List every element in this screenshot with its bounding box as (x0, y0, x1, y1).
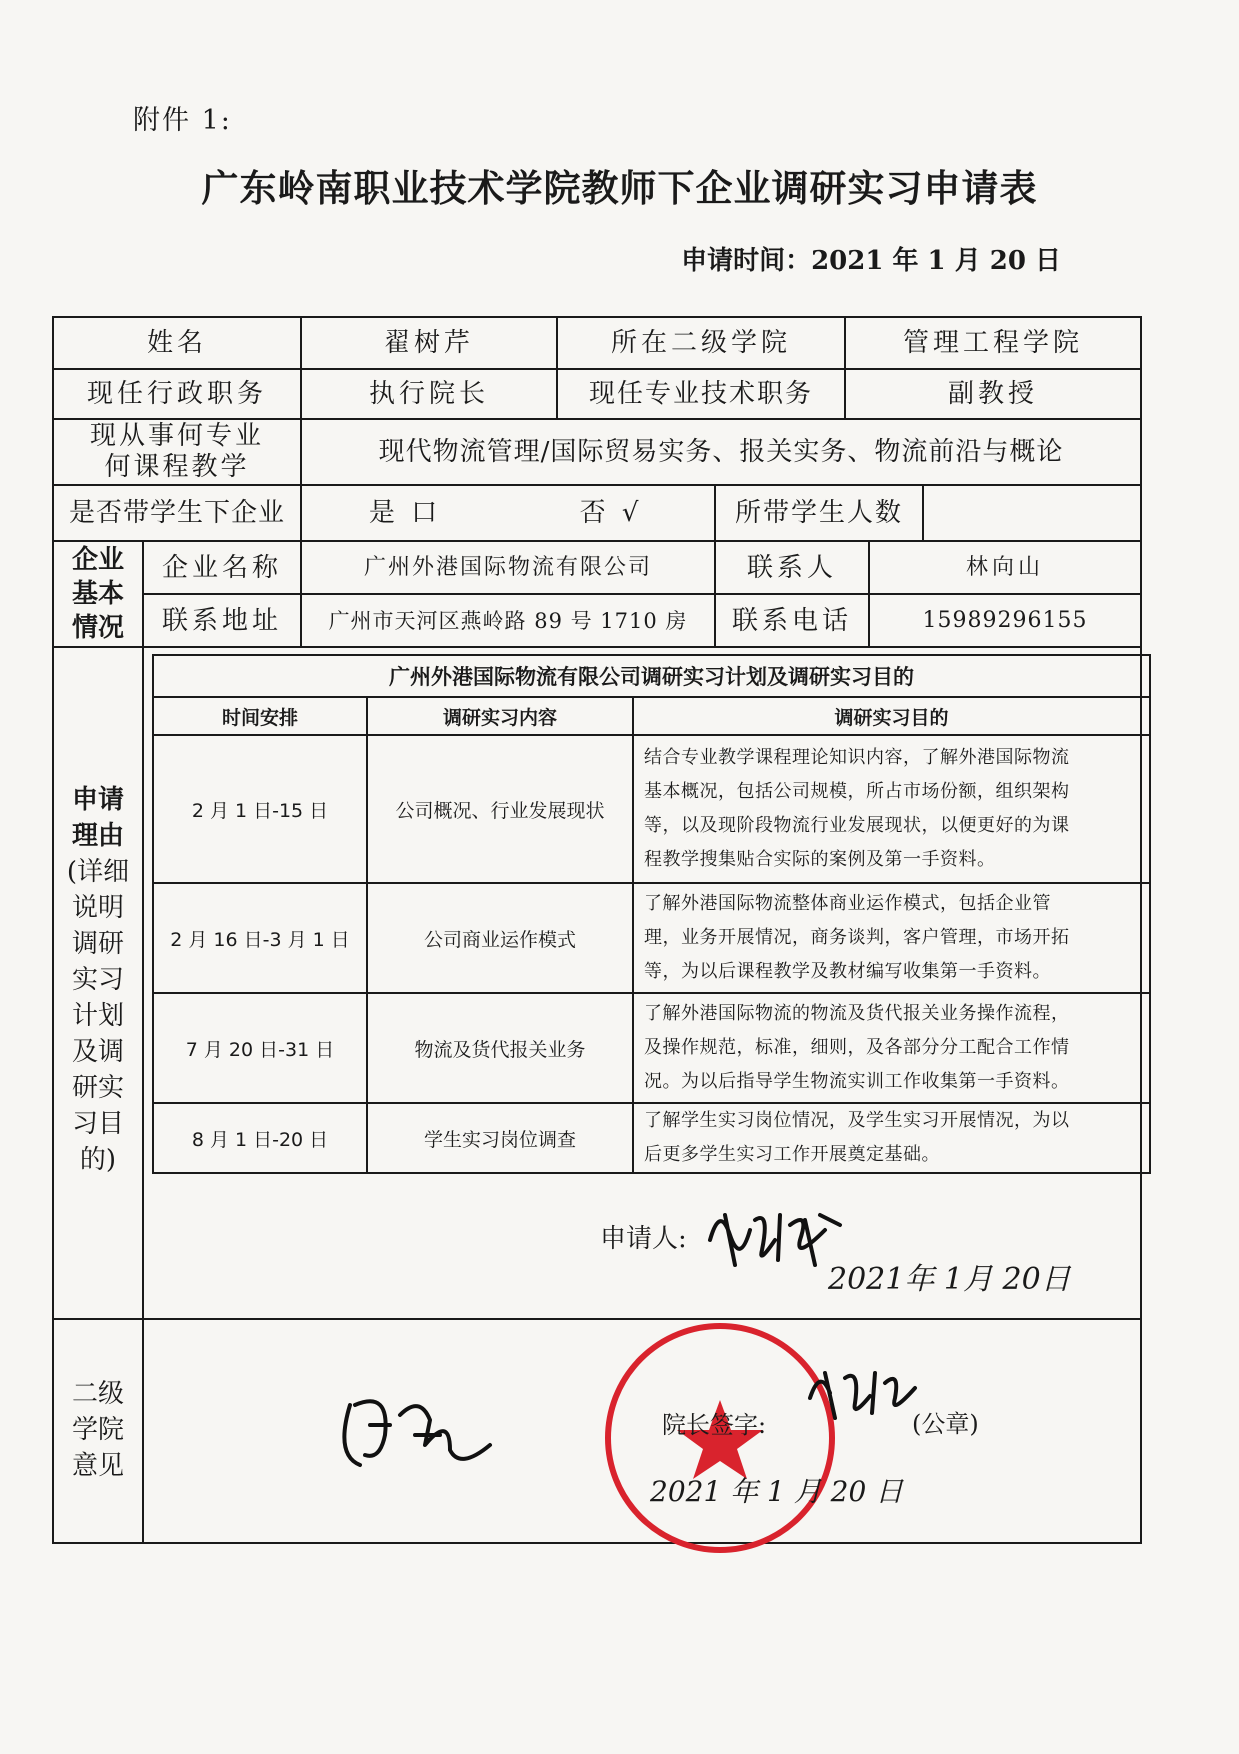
table-row-purpose (634, 1104, 1149, 1172)
reason-label-line: 研实 (71, 1073, 124, 1103)
college-opinion-label-line: 二级 (71, 1379, 124, 1409)
reason-label-line: 说明 (71, 893, 124, 923)
purpose-line: 况。为以后指导学生物流实训工作收集第一手资料。 (644, 1071, 1070, 1092)
purpose-line: 及操作规范，标准，细则，及各部分分工配合工作情 (644, 1037, 1070, 1058)
dean-sign-label: 院长签字: (662, 1411, 767, 1439)
company-section-label-line: 企业 (71, 545, 124, 575)
tech-post-value: 副教授 (947, 379, 1038, 409)
reason-label-line: 计划 (71, 1001, 124, 1031)
dean-signature (800, 1358, 920, 1428)
purpose-line: 程教学搜集贴合实际的案例及第一手资料。 (644, 849, 996, 870)
teaching-label (54, 420, 300, 484)
admin-post-value: 执行院长 (368, 379, 489, 409)
contact-label: 联系人 (746, 552, 837, 583)
purpose-line: 等，为以后课程教学及教材编写收集第一手资料。 (644, 961, 1051, 982)
table-row-time: 2 月 1 日-15 日 (191, 799, 329, 822)
purpose-line: 了解学生实习岗位情况，及学生实习开展情况，为以 (644, 1110, 1070, 1131)
with-students-label: 是否带学生下企业 (68, 498, 285, 528)
college-opinion-label-line: 学院 (71, 1415, 124, 1445)
teaching-label-line-1: 现从事何专业 (89, 421, 264, 451)
table-row-time: 7 月 20 日-31 日 (185, 1038, 335, 1061)
table-row-time: 2 月 16 日-3 月 1 日 (170, 928, 350, 951)
table-row-purpose (634, 884, 1149, 992)
plan-header-content: 调研实习内容 (442, 706, 557, 729)
phone-value: 15989296155 (922, 607, 1088, 633)
plan-title: 广州外港国际物流有限公司调研实习计划及调研实习目的 (389, 665, 914, 689)
name-label: 姓名 (146, 328, 207, 358)
company-name-value: 广州外港国际物流有限公司 (363, 554, 652, 580)
yes-option: 是 口 (368, 498, 442, 528)
reason-label-line: 习目 (71, 1109, 124, 1139)
purpose-line: 基本概况，包括公司规模，所占市场份额，组织架构 (644, 781, 1070, 802)
purpose-line: 等，以及现阶段物流行业发展现状，以便更好的为课 (644, 815, 1070, 836)
college-label: 所在二级学院 (610, 328, 791, 358)
seal-label: (公章) (912, 1410, 979, 1438)
application-date: 申请时间：2021 年 1 月 20 日 (681, 246, 1061, 276)
name-value: 翟树芹 (383, 328, 474, 358)
company-section-label-line: 基本 (71, 579, 124, 609)
no-option: 否 √ (579, 498, 643, 528)
table-row-content: 物流及货代报关业务 (414, 1038, 586, 1061)
student-count-label: 所带学生人数 (734, 498, 903, 528)
address-value: 广州市天河区燕岭路 89 号 1710 房 (328, 608, 688, 633)
research-plan-table (152, 654, 1151, 1174)
plan-header-time: 时间安排 (221, 706, 298, 729)
reason-label-line: 申请 (71, 785, 124, 815)
reason-label-line: 的) (79, 1145, 117, 1175)
table-row-content: 公司概况、行业发展现状 (395, 799, 605, 822)
dean-date: 2021 年 1 月 20 日 (650, 1475, 904, 1508)
table-row-content: 公司商业运作模式 (423, 928, 576, 951)
table-row-purpose (634, 994, 1149, 1102)
company-name-label: 企业名称 (161, 552, 282, 583)
purpose-line: 了解外港国际物流整体商业运作模式，包括企业管 (644, 893, 1051, 914)
reason-label-line: 理由 (71, 821, 124, 851)
address-label: 联系地址 (161, 605, 282, 636)
admin-post-label: 现任行政职务 (86, 379, 267, 409)
reason-label-line: 调研 (71, 929, 124, 959)
teaching-label-line-2: 何课程教学 (104, 452, 250, 482)
applicant-label: 申请人: (600, 1224, 687, 1254)
college-opinion-label-line: 意见 (71, 1451, 124, 1481)
college-value: 管理工程学院 (902, 328, 1083, 358)
reason-label-line: (详细 (66, 857, 130, 887)
reason-label (54, 770, 142, 1190)
reason-label-line: 及调 (71, 1037, 124, 1067)
purpose-line: 理，业务开展情况，商务谈判，客户管理，市场开拓 (644, 927, 1070, 948)
attachment-label: 附件 1: (133, 105, 232, 136)
applicant-date: 2021年 1月 20日 (828, 1262, 1071, 1297)
reason-label-line: 实习 (71, 965, 124, 995)
college-opinion-label (54, 1370, 142, 1490)
contact-value: 林向山 (965, 554, 1044, 580)
tech-post-label: 现任专业技术职务 (588, 379, 813, 409)
approval-signature (330, 1375, 500, 1485)
teaching-value: 现代物流管理/国际贸易实务、报关实务、物流前沿与概论 (378, 437, 1064, 467)
company-section-label (54, 542, 142, 646)
table-row-time: 8 月 1 日-20 日 (191, 1128, 329, 1151)
plan-header-purpose: 调研实习目的 (834, 706, 949, 729)
company-section-label-line: 情况 (71, 613, 124, 643)
table-row-content: 学生实习岗位调查 (423, 1128, 576, 1151)
table-row-purpose (634, 736, 1149, 882)
purpose-line: 了解外港国际物流的物流及货代报关业务操作流程， (644, 1003, 1070, 1024)
student-count-value (924, 486, 1140, 540)
phone-label: 联系电话 (731, 605, 852, 636)
purpose-line: 结合专业教学课程理论知识内容，了解外港国际物流 (644, 747, 1070, 768)
page-title: 广东岭南职业技术学院教师下企业调研实习申请表 (201, 166, 1038, 210)
purpose-line: 后更多学生实习工作开展奠定基础。 (644, 1144, 940, 1165)
